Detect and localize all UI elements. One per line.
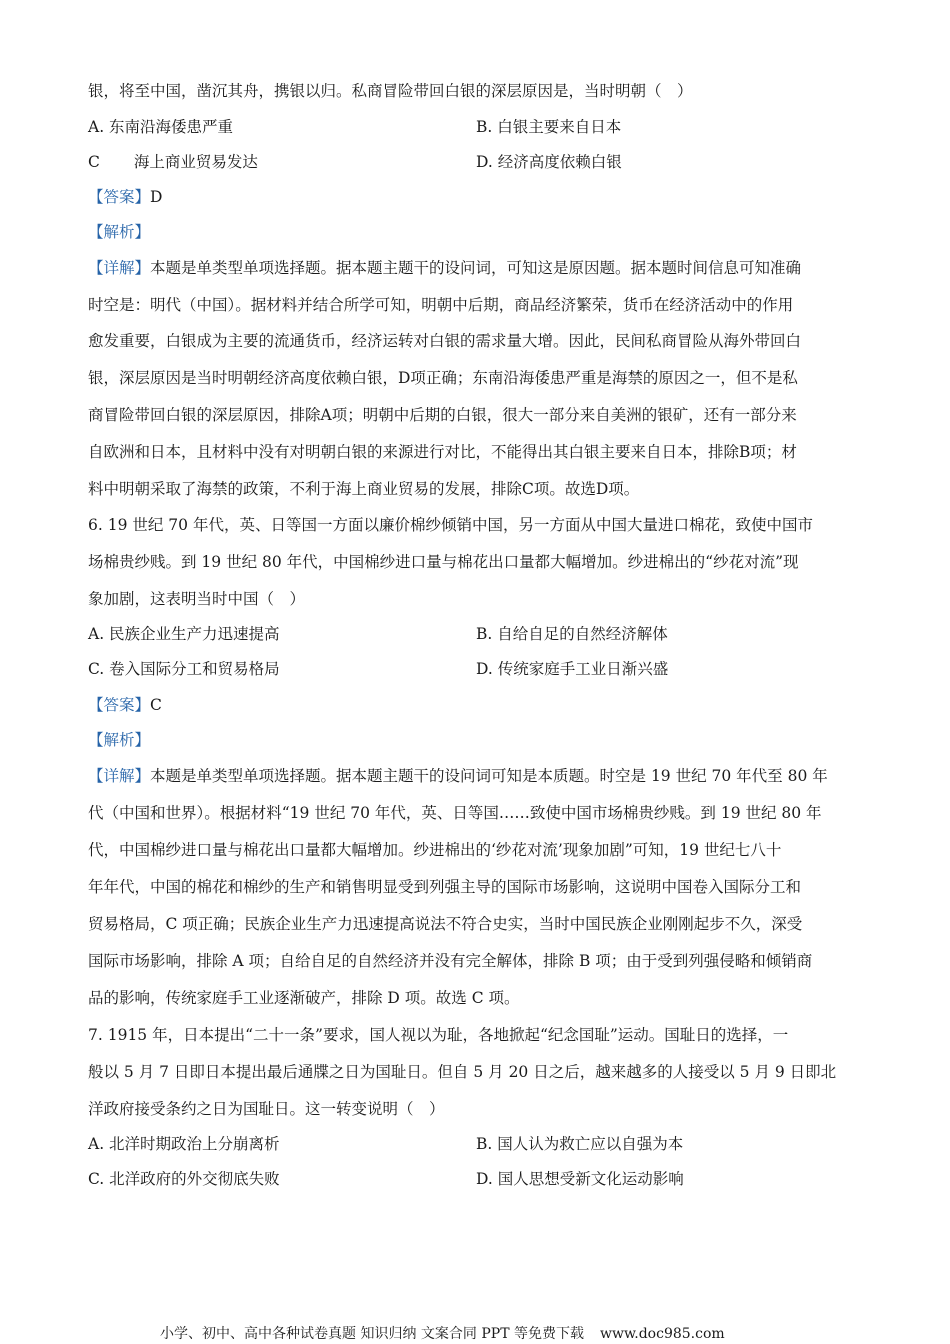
- answer-tag: 【答案】: [88, 696, 151, 714]
- q6-option-a: A. 民族企业生产力迅速提高: [88, 625, 280, 643]
- detail-tag: 【详解】: [88, 259, 151, 277]
- q5-detail-line: 自欧洲和日本，且材料中没有对明朝白银的来源进行对比，不能得出其白银主要来自日本，排除B项；材: [88, 443, 797, 461]
- q5-option-c-text: 海上商业贸易发达: [133, 153, 258, 171]
- q5-detail-line: 银，深层原因是当时明朝经济高度依赖白银，D项正确；东南沿海倭患严重是海禁的原因之一，但不是私: [88, 369, 798, 387]
- q5-detail-line: 时空是：明代（中国）。据材料并结合所学可知，明朝中后期，商品经济繁荣，货币在经济活动中的作用: [88, 296, 794, 314]
- q6-detail-line: [88, 766, 828, 786]
- footer-site-link[interactable]: www.doc985.com: [599, 1326, 725, 1342]
- q6-detail-line: 代（中国和世界）。根据材料“19 世纪 70 年代，英、日等国……致使中国市场棉贵纱贱。到 19 世纪 80 年: [88, 804, 822, 822]
- q5-detail-line: 愈发重要，白银成为主要的流通货币，经济运转对白银的需求量大增。因此，民间私商冒险从海外带回白: [88, 332, 802, 350]
- q5-option-c: [88, 152, 258, 172]
- q6-detail-line: 国际市场影响，排除 A 项；自给自足的自然经济并没有完全解体，排除 B 项；由于受到列强侵略和倾销商: [88, 952, 813, 970]
- q5-detail-line: 商冒险带回白银的深层原因，排除A项；明朝中后期的白银，很大一部分来自美洲的银矿，还有一部分来: [88, 406, 797, 424]
- q5-option-d: D. 经济高度依赖白银: [476, 153, 622, 171]
- q5-analysis-tag: 【解析】: [88, 223, 151, 241]
- q6-stem-line: 象加剧，这表明当时中国（ ）: [88, 590, 306, 608]
- q5-option-c-letter: C: [88, 153, 100, 171]
- answer-tag: 【答案】: [88, 188, 151, 206]
- q6-option-c: C. 卷入国际分工和贸易格局: [88, 660, 280, 678]
- q5-stem-tail: 银，将至中国，凿沉其舟，携银以归。私商冒险带回白银的深层原因是，当时明朝（ ）: [88, 82, 693, 100]
- q5-detail-line: 料中明朝采取了海禁的政策，不利于海上商业贸易的发展，排除C项。故选D项。: [88, 480, 640, 498]
- answer-value: D: [150, 188, 163, 206]
- q6-option-b: B. 自给自足的自然经济解体: [476, 625, 668, 643]
- q6-detail-line: 品的影响，传统家庭手工业逐渐破产，排除 D 项。故选 C 项。: [88, 989, 520, 1007]
- page-footer: [160, 1325, 725, 1343]
- q6-stem-line: 6. 19 世纪 70 年代，英、日等国一方面以廉价棉纱倾销中国，另一方面从中国大量进口棉花，致使中国市: [88, 516, 813, 534]
- q7-stem-line: 洋政府接受条约之日为国耻日。这一转变说明（ ）: [88, 1100, 445, 1118]
- footer-text: 小学、初中、高中各种试卷真题 知识归纳 文案合同 PPT 等免费下载: [160, 1326, 584, 1342]
- q5-option-b: B. 白银主要来自日本: [476, 118, 622, 136]
- detail-text: 本题是单类型单项选择题。据本题主题干的设问词可知是本质题。时空是 19 世纪 70 年代至 80 年: [150, 767, 828, 785]
- q7-option-d: D. 国人思想受新文化运动影响: [476, 1170, 684, 1188]
- q6-analysis-tag: 【解析】: [88, 731, 151, 749]
- detail-tag: 【详解】: [88, 767, 151, 785]
- q5-detail-line: [88, 258, 801, 278]
- q6-answer: [88, 695, 162, 715]
- q6-stem-line: 场棉贵纱贱。到 19 世纪 80 年代，中国棉纱进口量与棉花出口量都大幅增加。纱进棉出的“纱花对流”现: [88, 553, 799, 571]
- q5-option-a: A. 东南沿海倭患严重: [88, 118, 234, 136]
- q7-option-b: B. 国人认为救亡应以自强为本: [476, 1135, 684, 1153]
- q6-option-d: D. 传统家庭手工业日渐兴盛: [476, 660, 669, 678]
- q7-stem-line: 般以 5 月 7 日即日本提出最后通牒之日为国耻日。但自 5 月 20 日之后，越来越多的人接受以 5 月 9 日即北: [88, 1063, 837, 1081]
- q6-detail-line: 年年代，中国的棉花和棉纱的生产和销售明显受到列强主导的国际市场影响，这说明中国卷入国际分工和: [88, 878, 802, 896]
- q7-option-c: C. 北洋政府的外交彻底失败: [88, 1170, 280, 1188]
- answer-value: C: [150, 696, 162, 714]
- q5-answer: [88, 187, 162, 207]
- q6-detail-line: 代，中国棉纱进口量与棉花出口量都大幅增加。纱进棉出的‘纱花对流’现象加剧”可知，19 世纪七八十: [88, 841, 782, 859]
- q6-detail-line: 贸易格局，C 项正确；民族企业生产力迅速提高说法不符合史实，当时中国民族企业刚刚起步不久，深受: [88, 915, 803, 933]
- q7-stem-line: 7. 1915 年，日本提出“二十一条”要求，国人视以为耻，各地掀起“纪念国耻”运动。国耻日的选择，一: [88, 1026, 789, 1044]
- detail-text: 本题是单类型单项选择题。据本题主题干的设问词，可知这是原因题。据本题时间信息可知准确: [150, 259, 802, 277]
- q7-option-a: A. 北洋时期政治上分崩离析: [88, 1135, 280, 1153]
